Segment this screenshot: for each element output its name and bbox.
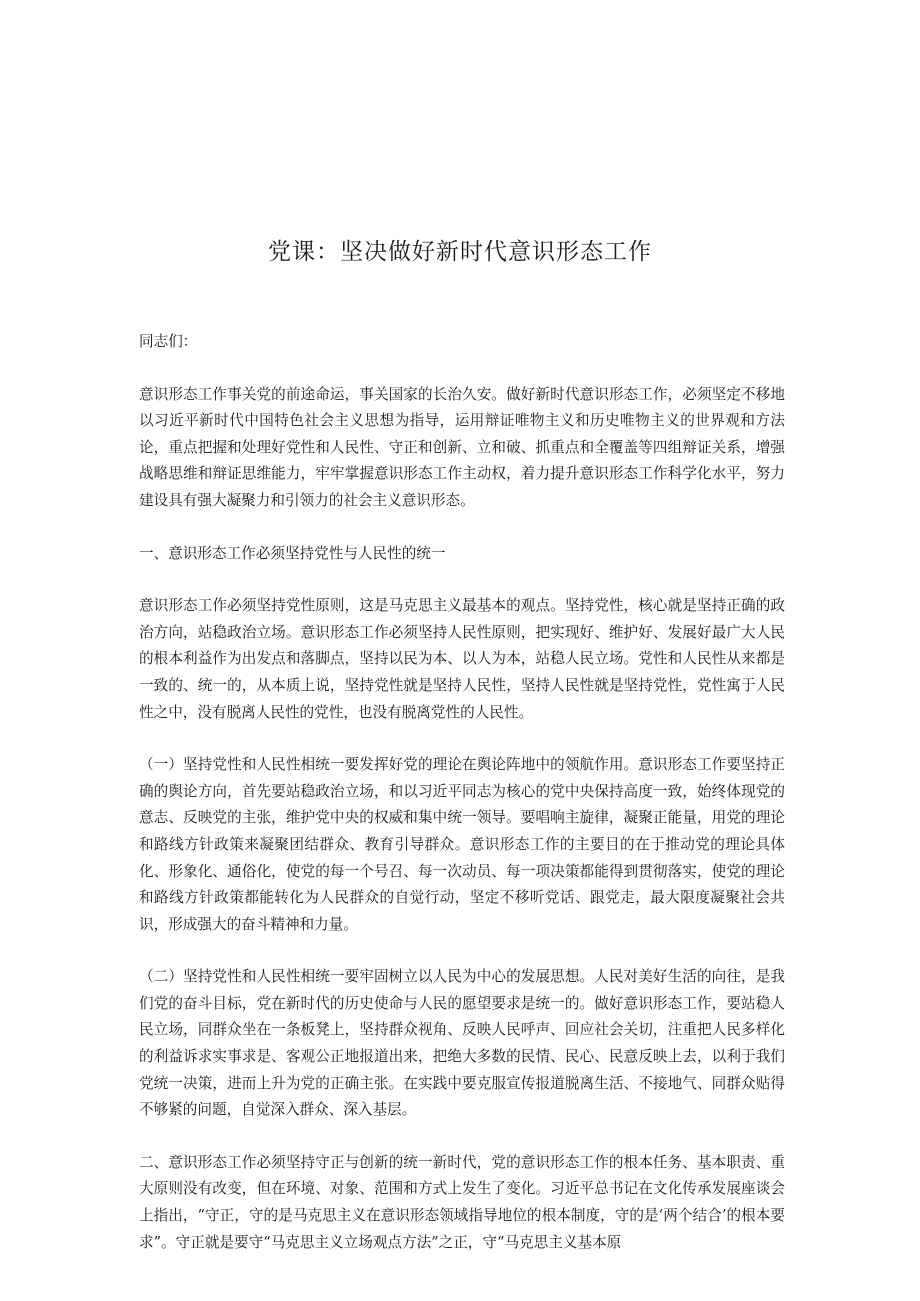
paragraph-party-people: 意识形态工作必须坚持党性原则，这是马克思主义最基本的观点。坚持党性，核心就是坚持正确的政治方向，站稳政治立场。意识形态工作必须坚持人民性原则，把实现好、维护好、发展好最广大人民的根本利益作为出发点和落脚点，坚持以民为本、以人为本，站稳人民立场。党性和人民性从来都是一致的、统一的，从本质上说，坚持党性就是坚持人民性，坚持人民性就是坚持党性，党性寓于人民性之中，没有脱离人民性的党性，也没有脱离党性的人民性。 <box>139 597 785 721</box>
document-title: 党课：坚决做好新时代意识形态工作 <box>268 239 652 265</box>
document-body <box>139 329 785 1282</box>
section-heading-1: 一、意识形态工作必须坚持党性与人民性的统一 <box>139 544 446 562</box>
paragraph-section-2: 二、意识形态工作必须坚持守正与创新的统一新时代，党的意识形态工作的根本任务、基本职责、重大原则没有改变，但在环境、对象、范围和方式上发生了变化。习近平总书记在文化传承发展座谈会上指出，“守正，守的是马克思主义在意识形态领域指导地位的根本制度，守的是‘两个结合’的根本要求”。守正就是要守“马克思主义立场观点方法”之正，守“马克思主义基本原 <box>139 1153 785 1251</box>
paragraph-subsection-2: （二）坚持党性和人民性相统一要牢固树立以人民为中心的发展思想。人民对美好生活的向往，是我们党的奋斗目标，党在新时代的历史使命与人民的愿望要求是统一的。做好意识形态工作，要站稳人民立场，同群众坐在一条板凳上，坚持群众视角、反映人民呼声、回应社会关切，注重把人民多样化的利益诉求实事求是、客观公正地报道出来，把绝大多数的民情、民心、民意反映上去，以利于我们党统一决策，进而上升为党的正确主张。在实践中要克服宣传报道脱离生活、不接地气、同群众贴得不够紧的问题，自觉深入群众、深入基层。 <box>139 968 785 1119</box>
salutation: 同志们： <box>139 333 198 350</box>
paragraph-subsection-1: （一）坚持党性和人民性相统一要发挥好党的理论在舆论阵地中的领航作用。意识形态工作要坚持正确的舆论方向，首先要站稳政治立场，和以习近平同志为核心的党中央保持高度一致，始终体现党的意志、反映党的主张，维护党中央的权威和集中统一领导。要唱响主旋律，凝聚正能量，用党的理论和路线方针政策来凝聚团结群众、教育引导群众。意识形态工作的主要目的在于推动党的理论具体化、形象化、通俗化，使党的每一个号召、每一次动员、每一项决策都能得到贯彻落实，使党的理论和路线方针政策都能转化为人民群众的自觉行动，坚定不移听党话、跟党走，最大限度凝聚社会共识，形成强大的奋斗精神和力量。 <box>139 756 785 933</box>
paragraph-intro: 意识形态工作事关党的前途命运，事关国家的长治久安。做好新时代意识形态工作，必须坚定不移地以习近平新时代中国特色社会主义思想为指导，运用辩证唯物主义和历史唯物主义的世界观和方法论，重点把握和处理好党性和人民性、守正和创新、立和破、抓重点和全覆盖等四组辩证关系，增强战略思维和辩证思维能力，牢牢掌握意识形态工作主动权，着力提升意识形态工作科学化水平，努力建设具有强大凝聚力和引领力的社会主义意识形态。 <box>139 385 785 509</box>
